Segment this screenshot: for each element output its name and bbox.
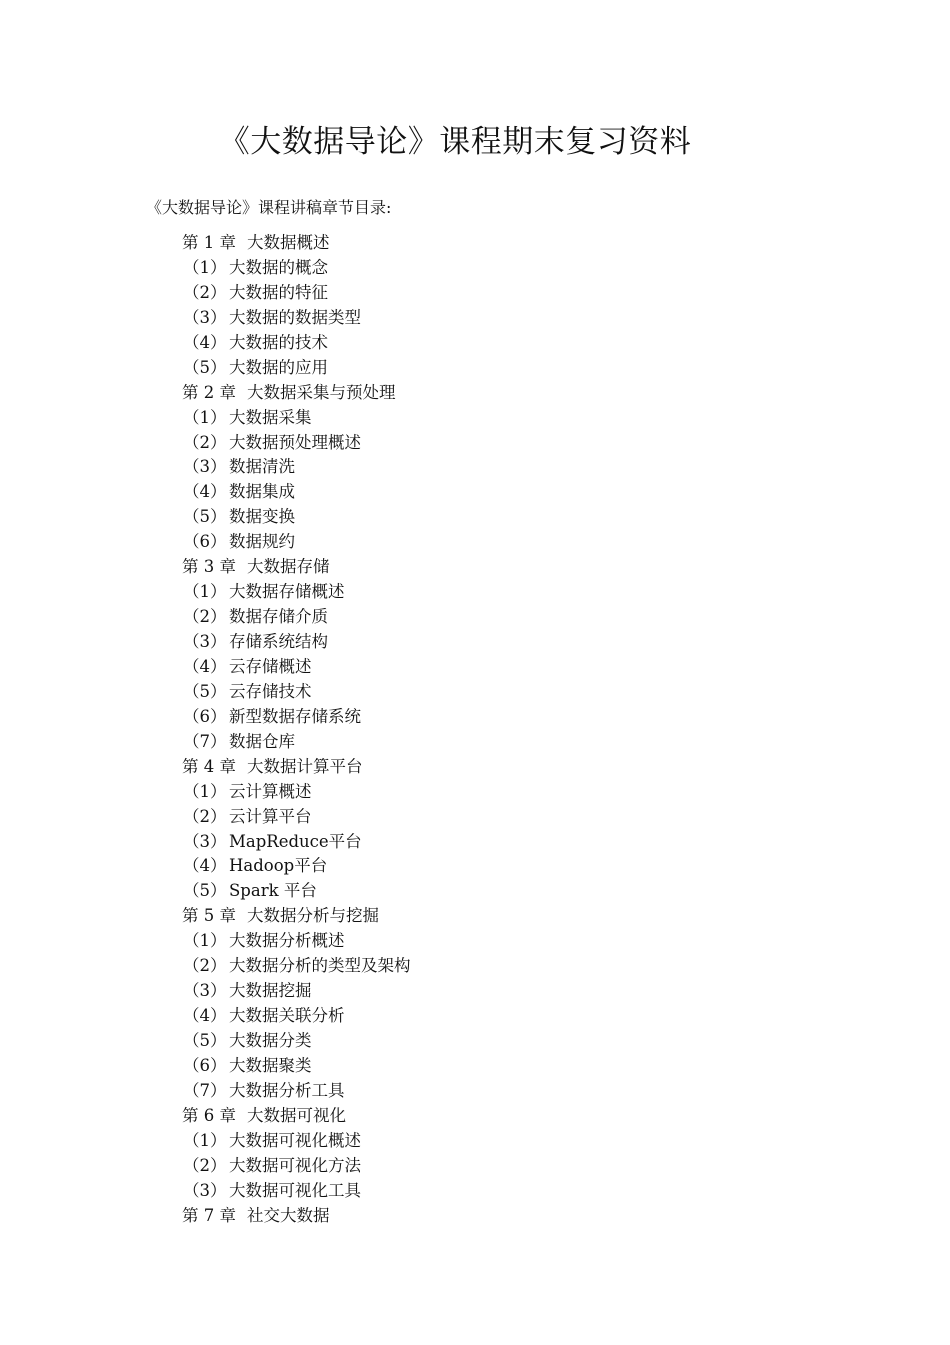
toc-section [0, 455, 950, 480]
section-title: 云存储技术 [229, 681, 312, 701]
section-number: （5） [183, 357, 227, 377]
toc-section [0, 830, 950, 855]
toc-section [0, 805, 950, 830]
section-title: 大数据存储概述 [229, 582, 345, 602]
section-title: 大数据的应用 [229, 357, 328, 377]
toc-chapter [0, 555, 950, 580]
section-number: （3） [183, 831, 227, 851]
section-number: （1） [183, 407, 227, 427]
section-title: 云存储概述 [229, 656, 312, 676]
chapter-title: 大数据采集与预处理 [247, 382, 396, 402]
section-title: 云计算概述 [229, 781, 312, 801]
section-number: （1） [183, 257, 227, 277]
toc-section [0, 1129, 950, 1154]
section-number: （7） [183, 731, 227, 751]
section-title: 存储系统结构 [229, 632, 328, 651]
toc-section [0, 1004, 950, 1029]
toc-intro: 《大数据导论》课程讲稿章节目录: [146, 198, 392, 217]
toc-section [0, 1154, 950, 1179]
toc-chapter [0, 1204, 950, 1229]
section-title: 大数据的数据类型 [229, 307, 361, 327]
chapter-title: 社交大数据 [247, 1205, 330, 1225]
chapter-number: 第 6 章 [182, 1105, 236, 1125]
section-number: （7） [183, 1080, 227, 1100]
section-number: （2） [183, 432, 227, 452]
section-number: （5） [183, 507, 227, 527]
section-title: 大数据聚类 [229, 1055, 312, 1075]
section-number: （4） [183, 656, 227, 676]
toc-section [0, 1079, 950, 1104]
section-title: 大数据采集 [229, 407, 312, 427]
section-title: 大数据预处理概述 [229, 432, 361, 452]
section-title: 大数据分类 [229, 1031, 312, 1050]
toc-section [0, 730, 950, 755]
toc-section [0, 705, 950, 730]
section-title: 大数据分析的类型及架构 [229, 956, 411, 976]
section-number: （3） [183, 307, 227, 327]
section-title: 数据变换 [229, 507, 295, 527]
section-number: （2） [183, 806, 227, 826]
section-number: （2） [183, 607, 227, 627]
toc-section [0, 530, 950, 555]
toc-chapter [0, 381, 950, 406]
section-title: 大数据挖掘 [229, 981, 312, 1001]
chapter-number: 第 7 章 [182, 1205, 236, 1225]
toc-section [0, 605, 950, 630]
section-number: （5） [183, 1031, 227, 1050]
table-of-contents [0, 231, 950, 1229]
section-number: （2） [183, 282, 227, 302]
section-number: （2） [183, 1155, 227, 1175]
toc-section [0, 431, 950, 456]
section-title: 大数据分析概述 [229, 931, 345, 951]
section-number: （1） [183, 1130, 227, 1150]
toc-section [0, 979, 950, 1004]
section-number: （3） [183, 981, 227, 1001]
toc-section [0, 281, 950, 306]
section-title: 大数据可视化工具 [229, 1180, 361, 1200]
toc-chapter [0, 904, 950, 929]
chapter-title: 大数据概述 [247, 233, 330, 252]
toc-chapter [0, 231, 950, 256]
section-number: （6） [183, 1055, 227, 1075]
section-number: （2） [183, 956, 227, 976]
section-title: 数据集成 [229, 482, 295, 502]
chapter-title: 大数据可视化 [247, 1105, 346, 1125]
section-number: （4） [183, 482, 227, 502]
section-number: （5） [183, 881, 227, 901]
toc-section [0, 680, 950, 705]
section-title: 大数据的概念 [229, 257, 328, 277]
toc-section [0, 1029, 950, 1054]
section-title: 大数据可视化方法 [229, 1155, 361, 1175]
section-number: （1） [183, 582, 227, 602]
toc-section [0, 331, 950, 356]
toc-section [0, 1054, 950, 1079]
chapter-title: 大数据分析与挖掘 [247, 906, 379, 926]
section-number: （4） [183, 332, 227, 352]
document-title: 《大数据导论》课程期末复习资料 [218, 124, 692, 160]
toc-section [0, 780, 950, 805]
section-title: Spark 平台 [229, 881, 317, 901]
section-number: （3） [183, 457, 227, 477]
section-title: 大数据分析工具 [229, 1080, 345, 1100]
toc-section [0, 356, 950, 381]
section-number: （3） [183, 632, 227, 651]
toc-chapter [0, 755, 950, 780]
section-title: 大数据关联分析 [229, 1006, 345, 1026]
toc-section [0, 406, 950, 431]
toc-section [0, 655, 950, 680]
chapter-number: 第 5 章 [182, 906, 236, 926]
section-title: 云计算平台 [229, 806, 312, 826]
toc-section [0, 505, 950, 530]
section-title: 新型数据存储系统 [229, 706, 361, 726]
section-title: 大数据可视化概述 [229, 1130, 361, 1150]
section-title: 数据仓库 [229, 731, 295, 751]
toc-section [0, 630, 950, 655]
chapter-title: 大数据存储 [247, 557, 330, 577]
chapter-number: 第 2 章 [182, 382, 236, 402]
section-number: （1） [183, 931, 227, 951]
section-number: （1） [183, 781, 227, 801]
chapter-number: 第 1 章 [182, 233, 236, 252]
section-title: 大数据的特征 [229, 282, 328, 302]
section-number: （6） [183, 706, 227, 726]
toc-section [0, 929, 950, 954]
toc-section [0, 854, 950, 879]
chapter-number: 第 4 章 [182, 756, 236, 776]
section-title: 数据存储介质 [229, 607, 328, 627]
toc-section [0, 306, 950, 331]
toc-chapter [0, 1104, 950, 1129]
section-title: 数据规约 [229, 532, 295, 552]
section-number: （4） [183, 856, 227, 876]
chapter-number: 第 3 章 [182, 557, 236, 577]
toc-section [0, 954, 950, 979]
section-title: 数据清洗 [229, 457, 295, 477]
chapter-title: 大数据计算平台 [247, 756, 363, 776]
section-number: （5） [183, 681, 227, 701]
section-number: （6） [183, 532, 227, 552]
toc-section [0, 480, 950, 505]
toc-section [0, 256, 950, 281]
section-title: Hadoop平台 [229, 856, 328, 876]
section-title: 大数据的技术 [229, 332, 328, 352]
toc-section [0, 1179, 950, 1204]
section-number: （3） [183, 1180, 227, 1200]
toc-section [0, 580, 950, 605]
section-title: MapReduce平台 [229, 831, 362, 851]
section-number: （4） [183, 1006, 227, 1026]
toc-section [0, 879, 950, 904]
